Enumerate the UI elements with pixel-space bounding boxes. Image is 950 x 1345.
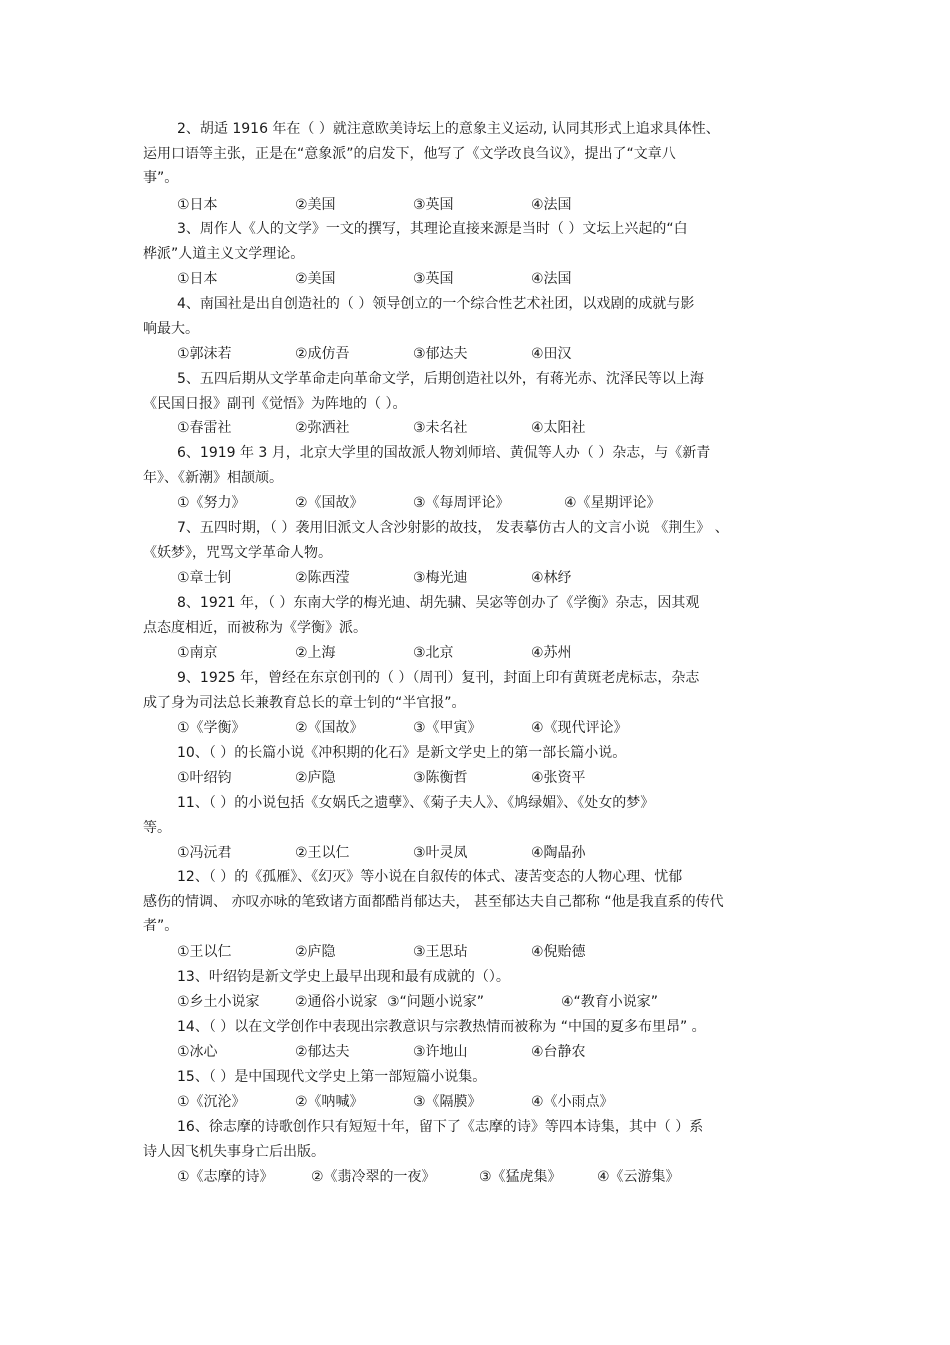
option-2: ②成仿吾 (295, 346, 350, 362)
option-1: ①郭沫若 (177, 346, 232, 362)
option-2: ②上海 (295, 645, 336, 661)
option-4: ④《云游集》 (597, 1169, 680, 1185)
option-1: ①叶绍钧 (177, 770, 232, 786)
option-3: ③陈衡哲 (413, 770, 468, 786)
question-7 (143, 516, 815, 565)
question-8 (143, 591, 815, 640)
question-text-line: 11、（ ）的小说包括《女娲氏之遗孽》、《菊子夫人》、《鸠绿媚》、《处女的梦》 (177, 795, 655, 811)
question-text-line: 10、（ ）的长篇小说《冲积期的化石》是新文学史上的第一部长篇小说。 (177, 745, 627, 761)
option-3: ③郁达夫 (413, 346, 468, 362)
option-1: ①日本 (177, 197, 218, 213)
question-16 (143, 1115, 815, 1164)
option-3: ③叶灵凤 (413, 845, 468, 861)
option-4: ④《现代评论》 (531, 720, 628, 736)
question-text-line: 14、（ ）以在文学创作中表现出宗教意识与宗教热情而被称为 “中国的夏多布里昂” 。 (177, 1019, 706, 1035)
question-text-line: 成了身为司法总长兼教育总长的章士钊的“半官报”。 (143, 694, 466, 711)
option-1: ①《努力》 (177, 495, 246, 511)
option-1: ①冯沅君 (177, 845, 232, 861)
question-text-line: 7、五四时期，（ ）袭用旧派文人含沙射影的故技， 发表摹仿古人的文言小说 《荆生》 、 (177, 520, 729, 536)
option-3: ③《猛虎集》 (479, 1169, 562, 1185)
option-2: ②郁达夫 (295, 1044, 350, 1060)
option-4: ④陶晶孙 (531, 845, 586, 861)
question-text-line: 《民国日报》副刊《觉悟》为阵地的（ ）。 (143, 395, 407, 412)
option-3: ③《甲寅》 (413, 720, 482, 736)
option-4: ④台静农 (531, 1044, 586, 1060)
question-6 (143, 441, 815, 490)
option-2: ②美国 (295, 197, 336, 213)
question-text-line: 年》、《新潮》相颉颃。 (143, 469, 283, 486)
option-3: ③许地山 (413, 1044, 468, 1060)
option-1: ①《学衡》 (177, 720, 246, 736)
option-1: ①南京 (177, 645, 218, 661)
option-1: ①冰心 (177, 1044, 218, 1060)
question-text-line: 桦派”人道主义文学理论。 (143, 245, 305, 262)
option-4: ④田汉 (531, 346, 572, 362)
question-text-line: 《妖梦》，咒骂文学革命人物。 (143, 544, 332, 561)
option-3: ③英国 (413, 197, 454, 213)
option-4: ④《小雨点》 (531, 1094, 614, 1110)
option-2: ②庐隐 (295, 944, 336, 960)
option-2: ②弥洒社 (295, 420, 350, 436)
option-1: ①日本 (177, 271, 218, 287)
question-text-line: 感伤的情调、 亦叹亦咏的笔致诸方面都酷肖郁达夫， 甚至郁达夫自己都称 “他是我直系的传代 (143, 893, 724, 910)
question-text-line: 4、南国社是出自创造社的（ ）领导创立的一个综合性艺术社团，以戏剧的成就与影 (177, 296, 695, 312)
question-9 (143, 666, 815, 715)
option-4: ④法国 (531, 271, 572, 287)
question-text-line: 点态度相近，而被称为《学衡》派。 (143, 619, 367, 636)
option-3: ③王思玷 (413, 944, 468, 960)
option-1: ①春雷社 (177, 420, 232, 436)
option-4: ④林纾 (531, 570, 572, 586)
question-11 (143, 791, 815, 840)
option-4: ④法国 (531, 197, 572, 213)
question-text-line: 响最大。 (143, 320, 199, 337)
option-2: ②《国故》 (295, 495, 364, 511)
question-text-line: 16、徐志摩的诗歌创作只有短短十年，留下了《志摩的诗》等四本诗集，其中（ ）系 (177, 1119, 704, 1135)
question-12 (143, 865, 815, 939)
question-text-line: 运用口语等主张，正是在“意象派”的启发下，他写了《文学改良刍议》，提出了“文章八 (143, 145, 676, 162)
question-text-line: 8、1921 年，（ ）东南大学的梅光迪、胡先骕、吴宓等创办了《学衡》杂志，因其观 (177, 595, 700, 611)
option-1: ①章士钊 (177, 570, 232, 586)
question-13 (143, 965, 815, 990)
question-text-line: 12、（ ）的《孤雁》、《幻灭》等小说在自叙传的体式、凄苦变态的人物心理、忧郁 (177, 869, 683, 885)
question-text-line: 事”。 (143, 170, 179, 187)
option-1: ①《沉沦》 (177, 1094, 246, 1110)
option-1: ①《志摩的诗》 (177, 1169, 274, 1185)
question-text-line: 6、1919 年 3 月，北京大学里的国故派人物刘师培、黄侃等人办（ ）杂志，与《新青 (177, 445, 711, 461)
question-2 (143, 117, 815, 191)
option-2: ②通俗小说家 (295, 994, 378, 1010)
option-4: ④苏州 (531, 645, 572, 661)
option-3: ③北京 (413, 645, 454, 661)
option-4: ④《星期评论》 (564, 495, 661, 511)
question-15 (143, 1065, 815, 1090)
question-text-line: 9、1925 年，曾经在东京创刊的（ ）（周刊）复刊，封面上印有黄斑老虎标志，杂志 (177, 670, 700, 686)
option-3: ③“问题小说家” (387, 994, 485, 1010)
question-4 (143, 292, 815, 341)
option-3: ③梅光迪 (413, 570, 468, 586)
option-1: ①王以仁 (177, 944, 232, 960)
option-2: ②《呐喊》 (295, 1094, 364, 1110)
option-2: ②《翡冷翠的一夜》 (311, 1169, 436, 1185)
question-text-line: 诗人因飞机失事身亡后出版。 (143, 1143, 325, 1160)
option-2: ②庐隐 (295, 770, 336, 786)
option-4: ④“教育小说家” (561, 994, 659, 1010)
question-text-line: 3、周作人《人的文学》一文的撰写，其理论直接来源是当时（ ）文坛上兴起的“白 (177, 221, 688, 237)
question-text-line: 13、叶绍钧是新文学史上最早出现和最有成就的（）。 (177, 969, 510, 985)
option-2: ②《国故》 (295, 720, 364, 736)
question-10 (143, 741, 815, 766)
option-3: ③英国 (413, 271, 454, 287)
question-text-line: 2、胡适 1916 年在（ ）就注意欧美诗坛上的意象主义运动, 认同其形式上追求具体性、 (177, 121, 720, 137)
question-3 (143, 217, 815, 266)
option-2: ②王以仁 (295, 845, 350, 861)
question-14 (143, 1015, 815, 1040)
option-3: ③《隔膜》 (413, 1094, 482, 1110)
question-5 (143, 367, 815, 416)
option-4: ④太阳社 (531, 420, 586, 436)
option-2: ②陈西滢 (295, 570, 350, 586)
question-text-line: 15、（ ）是中国现代文学史上第一部短篇小说集。 (177, 1069, 487, 1085)
question-text-line: 等。 (143, 819, 171, 836)
option-4: ④倪贻德 (531, 944, 586, 960)
option-1: ①乡土小说家 (177, 994, 260, 1010)
question-text-line: 5、五四后期从文学革命走向革命文学，后期创造社以外，有蒋光赤、沈泽民等以上海 (177, 371, 704, 387)
option-3: ③未名社 (413, 420, 468, 436)
option-4: ④张资平 (531, 770, 586, 786)
option-2: ②美国 (295, 271, 336, 287)
option-3: ③《每周评论》 (413, 495, 510, 511)
question-text-line: 者”。 (143, 918, 179, 935)
